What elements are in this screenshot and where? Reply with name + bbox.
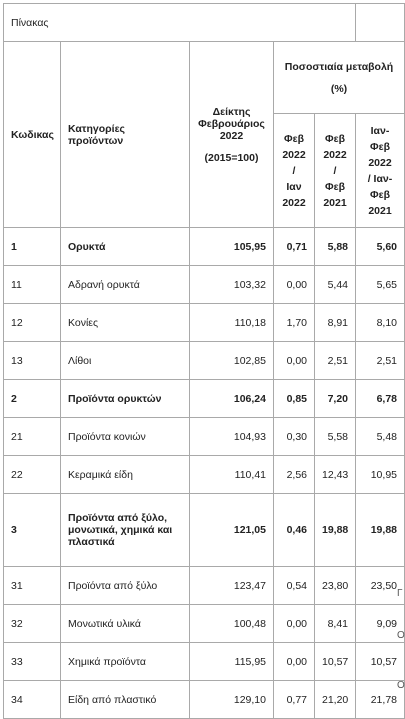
row-change-cumulative: 19,88 [356,494,405,567]
row-index: 129,10 [190,681,274,719]
row-category: Προϊόντα από ξύλο, μονωτικά, χημικά και πλαστικά [61,494,190,567]
row-change-cumulative: 9,09 [356,605,405,643]
edge-glyph: Ο [397,680,405,691]
row-category: Προϊόντα από ξύλο [61,567,190,605]
row-change-cumulative: 5,60 [356,228,405,266]
data-table [3,3,405,719]
table-row [4,605,405,643]
row-change-year: 23,80 [315,567,356,605]
header-index [190,42,274,228]
subheader-cumulative-change: Ιαν- Φεβ 2022 / Ιαν- Φεβ 2021 [356,114,405,228]
table-row [4,380,405,418]
table-row [4,456,405,494]
row-category: Μονωτικά υλικά [61,605,190,643]
row-change-year: 5,88 [315,228,356,266]
row-code: 33 [4,643,61,681]
table-row [4,494,405,567]
row-code: 31 [4,567,61,605]
table-row [4,681,405,719]
row-change-cumulative: 10,57 [356,643,405,681]
header-row [4,42,405,114]
table-row [4,304,405,342]
row-change-cumulative: 23,50 [356,567,405,605]
subheader-year-change: Φεβ 2022 / Φεβ 2021 [315,114,356,228]
row-change-month: 0,00 [274,266,315,304]
row-code: 13 [4,342,61,380]
row-index: 102,85 [190,342,274,380]
row-code: 11 [4,266,61,304]
row-code: 34 [4,681,61,719]
row-change-cumulative: 6,78 [356,380,405,418]
row-index: 115,95 [190,643,274,681]
row-category: Χημικά προϊόντα [61,643,190,681]
header-category: Κατηγορίες προϊόντων [61,42,190,228]
row-index: 123,47 [190,567,274,605]
row-change-month: 0,77 [274,681,315,719]
row-index: 110,18 [190,304,274,342]
row-change-year: 12,43 [315,456,356,494]
subheader-month-change: Φεβ 2022 / Ιαν 2022 [274,114,315,228]
table-row [4,228,405,266]
row-change-cumulative: 8,10 [356,304,405,342]
row-change-month: 0,00 [274,342,315,380]
table-title: Πίνακας [4,4,356,42]
row-category: Κονίες [61,304,190,342]
row-code: 22 [4,456,61,494]
row-change-year: 2,51 [315,342,356,380]
row-change-year: 7,20 [315,380,356,418]
row-change-month: 0,00 [274,643,315,681]
row-change-year: 5,58 [315,418,356,456]
table-row [4,266,405,304]
header-index-title: Δείκτης Φεβρουάριος 2022 [198,105,265,142]
row-category: Προϊόντα ορυκτών [61,380,190,418]
row-category: Αδρανή ορυκτά [61,266,190,304]
row-change-month: 0,00 [274,605,315,643]
header-code: Κωδικας [4,42,61,228]
header-pct [274,42,405,114]
row-index: 104,93 [190,418,274,456]
row-change-year: 10,57 [315,643,356,681]
edge-glyph: Ο [397,630,405,641]
row-index: 106,24 [190,380,274,418]
row-change-year: 19,88 [315,494,356,567]
row-index: 121,05 [190,494,274,567]
header-index-base: (2015=100) [204,151,259,164]
table-row [4,567,405,605]
row-change-cumulative: 5,65 [356,266,405,304]
row-code: 21 [4,418,61,456]
row-change-year: 5,44 [315,266,356,304]
row-change-year: 8,41 [315,605,356,643]
header-pct-title: Ποσοστιαία μεταβολή [284,60,394,73]
edge-glyph: Γ [397,588,403,599]
row-index: 110,41 [190,456,274,494]
title-empty-cell [356,4,405,42]
row-category: Προϊόντα κονιών [61,418,190,456]
row-index: 105,95 [190,228,274,266]
row-change-month: 0,54 [274,567,315,605]
row-code: 1 [4,228,61,266]
row-code: 32 [4,605,61,643]
table-row [4,342,405,380]
row-code: 3 [4,494,61,567]
row-index: 103,32 [190,266,274,304]
row-change-month: 2,56 [274,456,315,494]
row-category: Ορυκτά [61,228,190,266]
row-change-year: 21,20 [315,681,356,719]
row-code: 2 [4,380,61,418]
row-category: Λίθοι [61,342,190,380]
table-title-row [4,4,405,42]
row-change-month: 1,70 [274,304,315,342]
table-row [4,643,405,681]
row-change-cumulative: 2,51 [356,342,405,380]
row-code: 12 [4,304,61,342]
row-change-month: 0,85 [274,380,315,418]
row-change-year: 8,91 [315,304,356,342]
table-row [4,418,405,456]
row-change-cumulative: 5,48 [356,418,405,456]
row-category: Κεραμικά είδη [61,456,190,494]
header-pct-unit: (%) [330,82,348,95]
row-change-cumulative: 10,95 [356,456,405,494]
row-category: Είδη από πλαστικό [61,681,190,719]
row-index: 100,48 [190,605,274,643]
row-change-cumulative: 21,78 [356,681,405,719]
row-change-month: 0,46 [274,494,315,567]
row-change-month: 0,71 [274,228,315,266]
row-change-month: 0,30 [274,418,315,456]
